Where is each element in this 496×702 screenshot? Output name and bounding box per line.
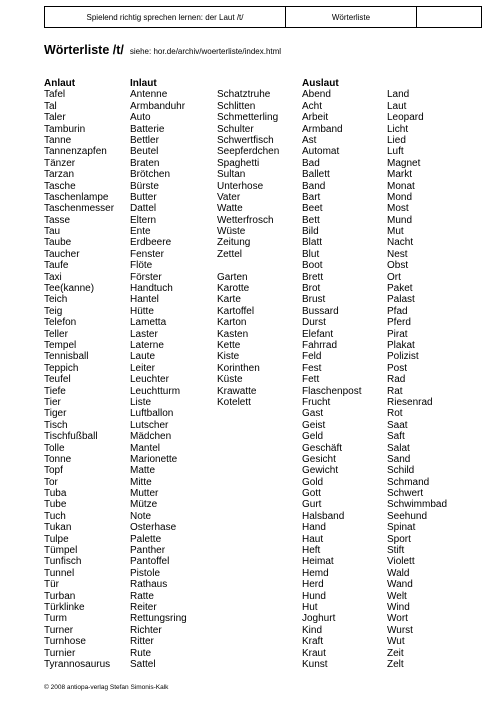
word-item: Korinthen [217,362,260,374]
word-item: Vater [217,191,241,203]
word-item: Ente [130,226,151,238]
column-heading [387,78,447,89]
word-item: Wut [387,636,405,648]
word-item: Türklinke [44,601,85,613]
word-item: Kotelett [217,396,251,408]
word-item: Obst [387,260,409,272]
word-item: Blut [302,248,320,260]
column-auslaut [302,78,361,670]
word-item: Tuch [44,510,66,522]
word-item: Karton [217,317,247,329]
word-item: Beet [302,203,323,215]
word-item: Turner [44,624,74,636]
word-item: Bad [302,157,320,169]
word-item: Mond [387,191,413,203]
word-item: Pantoffel [130,556,170,568]
word-item: Brötchen [130,169,171,181]
word-item: Auto [130,112,151,124]
word-item: Schulter [217,123,254,135]
word-item: Fenster [130,248,164,260]
word-item: Fett [302,374,320,386]
word-item: Kasten [217,328,249,340]
word-item: Wort [387,613,408,625]
word-item: Tümpel [44,545,78,557]
word-item: Armband [302,123,343,135]
word-item: Zeitung [217,237,251,249]
word-item: Taschenmesser [44,203,115,215]
column-inlaut-continued [217,78,279,408]
word-item: Spinat [387,522,416,534]
word-item: Arbeit [302,112,329,124]
word-item: Teufel [44,374,71,386]
word-item: Armbanduhr [130,100,186,112]
word-item: Nest [387,248,408,260]
word-item: Haut [302,533,324,545]
word-item: Wurst [387,624,413,636]
word-item: Tiefe [44,385,66,397]
word-item: Bürste [130,180,159,192]
word-item: Wand [387,579,413,591]
word-item: Rot [387,408,403,420]
word-item: Krawatte [217,385,257,397]
word-item: Bettler [130,134,159,146]
word-item: Tischfußball [44,431,98,443]
word-item: Tänzer [44,157,76,169]
word-item: Richter [130,624,162,636]
word-item: Panther [130,545,166,557]
word-item: Handtuch [130,283,173,295]
word-item: Bild [302,226,319,238]
header-doc-type: Wörterliste [286,7,417,28]
word-item: Dattel [130,203,157,215]
word-item: Tunfisch [44,556,82,568]
word-item: Band [302,180,326,192]
word-item: Turban [44,590,76,602]
word-item: Tonne [44,453,72,465]
word-item: Rat [387,385,403,397]
word-item: Taler [44,112,66,124]
word-item: Tolle [44,442,65,454]
word-item: Kette [217,339,241,351]
word-item: Seepferdchen [217,146,280,158]
word-item: Hantel [130,294,159,306]
word-item: Mantel [130,442,161,454]
word-item: Schmetterling [217,112,279,124]
word-item: Post [387,362,408,374]
word-item: Palast [387,294,415,306]
word-item: Mädchen [130,431,172,443]
word-item: Ballett [302,169,330,181]
word-item: Bett [302,214,320,226]
column-anlaut [44,78,114,670]
word-item: Taxi [44,271,62,283]
word-item: Reiter [130,601,157,613]
word-item: Marionette [130,453,178,465]
word-item: Matte [130,465,156,477]
word-item: Turnier [44,647,76,659]
word-item: Halsband [302,510,345,522]
word-item: Lametta [130,317,167,329]
word-item: Automat [302,146,340,158]
word-item: Garten [217,271,248,283]
word-item: Rathaus [130,579,168,591]
word-item: Tukan [44,522,72,534]
word-item: Nacht [387,237,414,249]
word-item: Laterne [130,339,164,351]
column-auslaut-continued [387,78,447,670]
word-item: Fahrrad [302,339,338,351]
word-item: Tor [44,476,58,488]
word-item: Hemd [302,567,329,579]
word-item: Tiger [44,408,67,420]
word-item: Rettungsring [130,613,187,625]
column-inlaut [130,78,187,670]
word-item: Joghurt [302,613,336,625]
word-item: Monat [387,180,415,192]
word-item: Sattel [130,658,156,670]
word-item: Taufe [44,260,69,272]
word-item: Schmand [387,476,430,488]
word-item: Mutter [130,488,159,500]
word-item: Tamburin [44,123,86,135]
word-item: Stift [387,545,405,557]
word-item: Gott [302,488,321,500]
word-item: Brot [302,283,321,295]
word-item: Turnhose [44,636,86,648]
word-item: Luft [387,146,404,158]
word-item: Teller [44,328,68,340]
word-item: Tube [44,499,67,511]
word-item: Karotte [217,283,250,295]
word-item: Braten [130,157,160,169]
word-item: Kind [302,624,323,636]
word-item: Antenne [130,89,168,101]
word-item: Geschäft [302,442,343,454]
word-item: Tennisball [44,351,89,363]
word-item: Kunst [302,658,328,670]
word-item: Saat [387,419,408,431]
column-heading: Anlaut [44,78,76,89]
word-item: Pferd [387,317,411,329]
header-subject: Spielend richtig sprechen lernen: der Laut /t/ [45,7,286,28]
word-item: Luftballon [130,408,174,420]
word-item: Brett [302,271,324,283]
word-item: Ast [302,134,317,146]
word-item: Lied [387,134,406,146]
word-item: Wind [387,601,410,613]
word-item: Laute [130,351,156,363]
word-item: Bart [302,191,321,203]
word-item: Schatztruhe [217,89,271,101]
word-item: Bussard [302,305,339,317]
word-item: Tuba [44,488,67,500]
word-item: Sultan [217,169,246,181]
word-item: Telefon [44,317,77,329]
word-item: Ratte [130,590,154,602]
word-item: Watte [217,203,243,215]
word-item: Blatt [302,237,323,249]
word-item: Acht [302,100,323,112]
word-item: Flöte [130,260,153,272]
word-item: Beutel [130,146,159,158]
word-item: Ort [387,271,401,283]
word-item: Karte [217,294,241,306]
word-item: Ritter [130,636,154,648]
word-item: Herd [302,579,324,591]
word-item: Mund [387,214,413,226]
word-item: Violett [387,556,415,568]
word-item: Küste [217,374,243,386]
word-item: Plakat [387,339,415,351]
word-item: Eltern [130,214,157,226]
column-heading: Inlaut [130,78,157,89]
word-item: Schwimmbad [387,499,448,511]
word-item: Kraft [302,636,324,648]
word-item: Elefant [302,328,334,340]
word-item: Tau [44,226,61,238]
word-item: Pirat [387,328,408,340]
word-item: Leopard [387,112,424,124]
word-item: Schwertfisch [217,134,274,146]
word-item: Topf [44,465,63,477]
word-item: Pistole [130,567,161,579]
word-item: Lutscher [130,419,169,431]
word-item: Note [130,510,152,522]
header-table [44,6,482,28]
word-item: Frucht [302,396,331,408]
word-item: Zeit [387,647,404,659]
word-item: Kraut [302,647,326,659]
word-item: Pfad [387,305,408,317]
title-row [44,41,281,59]
word-item: Schwert [387,488,424,500]
word-item: Welt [387,590,407,602]
word-item: Wald [387,567,410,579]
word-item: Most [387,203,409,215]
word-item: Hütte [130,305,154,317]
word-item: Leuchtturm [130,385,181,397]
word-item: Gurt [302,499,322,511]
word-item: Heimat [302,556,334,568]
word-item: Rute [130,647,152,659]
word-item: Flaschenpost [302,385,362,397]
word-item: Tunnel [44,567,75,579]
word-item: Gewicht [302,465,339,477]
word-item: Markt [387,169,412,181]
word-item: Tarzan [44,169,75,181]
word-item: Erdbeere [130,237,172,249]
word-item: Boot [302,260,323,272]
word-item: Tasche [44,180,76,192]
word-item: Gesicht [302,453,336,465]
word-item: Tasse [44,214,71,226]
word-item: Taschenlampe [44,191,109,203]
word-item: Wüste [217,226,246,238]
word-item: Tafel [44,89,66,101]
word-item: Licht [387,123,409,135]
word-item: Hund [302,590,326,602]
word-item: Laster [130,328,158,340]
word-item: Teich [44,294,68,306]
word-item: Leiter [130,362,156,374]
word-item: Seehund [387,510,428,522]
word-item: Laut [387,100,407,112]
word-item: Tier [44,396,61,408]
word-item: Tür [44,579,59,591]
word-item: Osterhase [130,522,177,534]
word-item: Sand [387,453,411,465]
word-item: Sport [387,533,411,545]
word-item: Gast [302,408,324,420]
word-item: Tee(kanne) [44,283,95,295]
word-item: Liste [130,396,152,408]
word-item: Turm [44,613,67,625]
word-item: Riesenrad [387,396,433,408]
word-item: Magnet [387,157,421,169]
word-item: Land [387,89,410,101]
word-item: Schlitten [217,100,256,112]
word-item: Tal [44,100,57,112]
word-item: Hut [302,601,318,613]
word-item: Kiste [217,351,240,363]
word-item: Teppich [44,362,79,374]
page-title: Wörterliste /t/ [44,43,124,57]
word-item: Saft [387,431,405,443]
word-item: Rad [387,374,406,386]
word-item: Brust [302,294,326,306]
word-item: Zelt [387,658,404,670]
word-item: Teig [44,305,63,317]
word-item: Leuchter [130,374,169,386]
column-heading: Auslaut [302,78,339,89]
word-item: Zettel [217,248,243,260]
word-item: Palette [130,533,162,545]
word-item: Geld [302,431,324,443]
word-item: Schild [387,465,415,477]
word-item: Geist [302,419,326,431]
word-item: Tempel [44,339,77,351]
header-empty-cell [417,7,482,28]
word-item: Fest [302,362,322,374]
word-item: Taucher [44,248,80,260]
word-item: Mut [387,226,404,238]
word-item: Tanne [44,134,72,146]
source-reference: siehe: hor.de/archiv/woerterliste/index.html [129,47,282,56]
word-item: Hand [302,522,326,534]
word-item: Tyrannosaurus [44,658,111,670]
copyright-footer: © 2008 antiopa-verlag Stefan Simonis-Kalk [44,684,169,691]
word-item: Kartoffel [217,305,255,317]
word-item: Durst [302,317,326,329]
word-item: Gold [302,476,324,488]
word-item: Abend [302,89,331,101]
word-item: Taube [44,237,72,249]
word-item: Salat [387,442,410,454]
word-item: Polizist [387,351,419,363]
word-item: Tisch [44,419,68,431]
word-item: Mütze [130,499,158,511]
word-item: Mitte [130,476,152,488]
word-item: Tulpe [44,533,69,545]
word-item: Spaghetti [217,157,260,169]
word-item: Wetterfrosch [217,214,274,226]
word-item: Feld [302,351,322,363]
column-heading [217,78,279,89]
header-row [45,7,482,28]
word-item: Heft [302,545,321,557]
word-item: Förster [130,271,162,283]
word-item [217,260,279,271]
word-item: Butter [130,191,157,203]
word-item: Tannenzapfen [44,146,107,158]
word-item: Batterie [130,123,165,135]
word-item: Unterhose [217,180,264,192]
word-item: Paket [387,283,413,295]
